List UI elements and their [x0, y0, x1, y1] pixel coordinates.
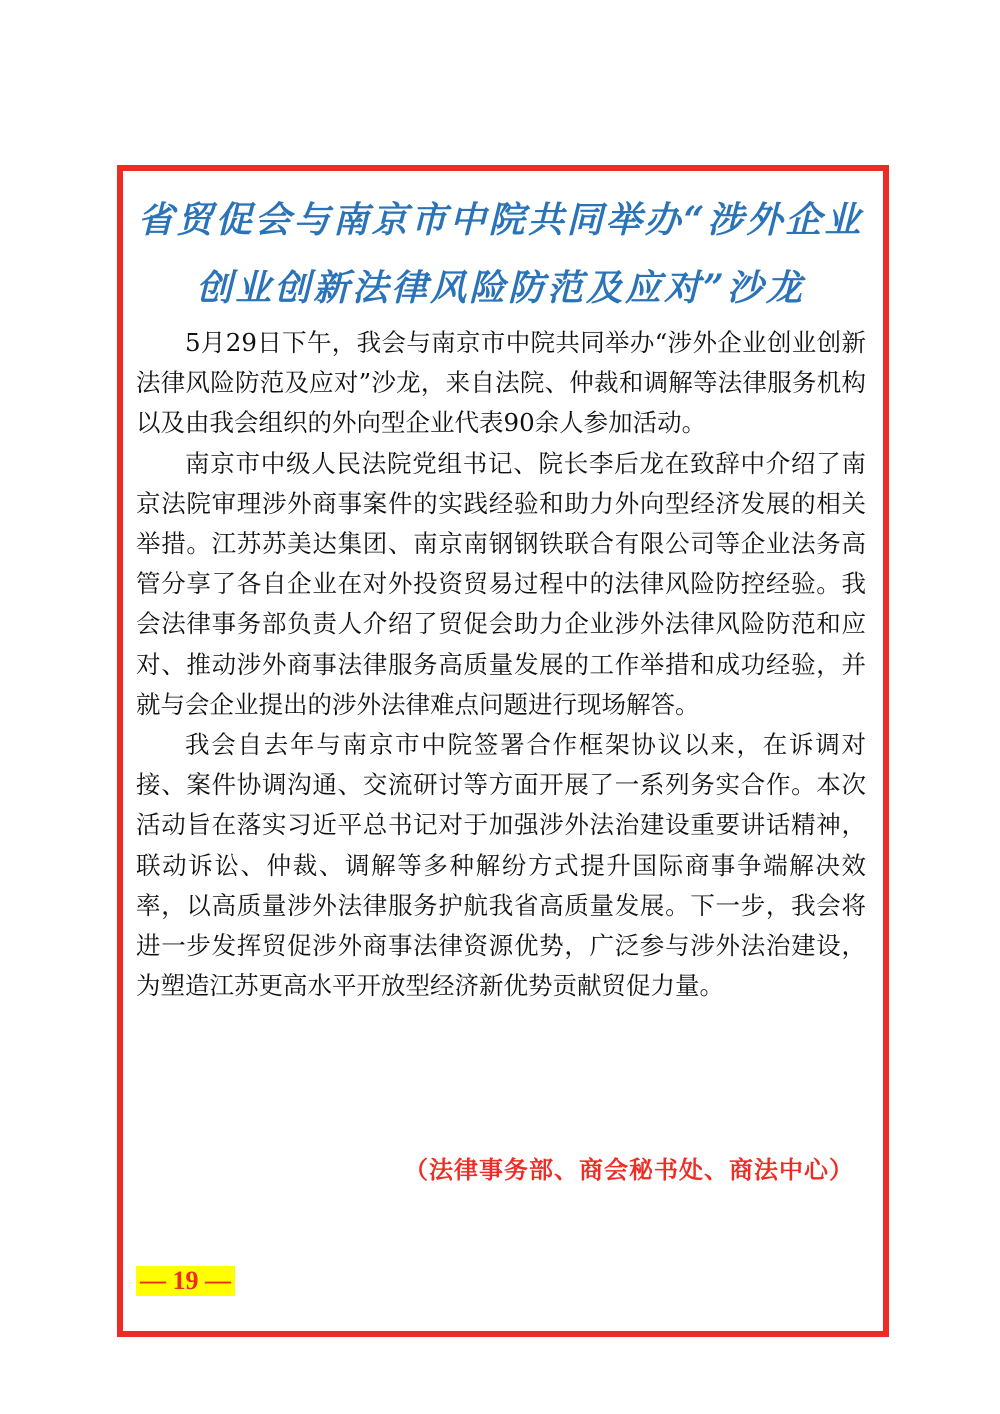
- paragraph-1: 5月29日下午，我会与南京市中院共同举办“涉外企业创业创新法律风险防范及应对”沙龙，来自法院、仲裁和调解等法律服务机构以及由我会组织的外向型企业代表90余人参加活动。: [136, 328, 866, 438]
- paragraph-3: 我会自去年与南京市中院签署合作框架协议以来，在诉调对接、案件协调沟通、交流研讨等方面开展了一系列务实合作。本次活动旨在落实习近平总书记对于加强涉外法治建设重要讲话精神，联动诉讼、仲裁、调解等多种解纷方式提升国际商事争端解决效率，以高质量涉外法律服务护航我省高质量发展。下一步，我会将进一步发挥贸促涉外商事法律资源优势，广泛参与涉外法治建设，为塑造江苏更高水平开放型经济新优势贡献贸促力量。: [136, 730, 866, 1001]
- page-number: — 19 —: [136, 1266, 235, 1296]
- article-title: 省贸促会与南京市中院共同举办“涉外企业创业创新法律风险防范及应对”沙龙: [137, 199, 864, 309]
- source-attribution: （法律事务部、商会秘书处、商法中心）: [404, 1155, 854, 1184]
- paragraph-2: 南京市中级人民法院党组书记、院长李后龙在致辞中介绍了南京法院审理涉外商事案件的实践经验和助力外向型经济发展的相关举措。江苏苏美达集团、南京南钢钢铁联合有限公司等企业法务高管分享了各自企业在对外投资贸易过程中的法律风险防控经验。我会法律事务部负责人介绍了贸促会助力企业涉外法律风险防范和应对、推动涉外商事法律服务高质量发展的工作举措和成功经验，并就与会企业提出的涉外法律难点问题进行现场解答。: [136, 448, 866, 719]
- article-body: [136, 323, 866, 1006]
